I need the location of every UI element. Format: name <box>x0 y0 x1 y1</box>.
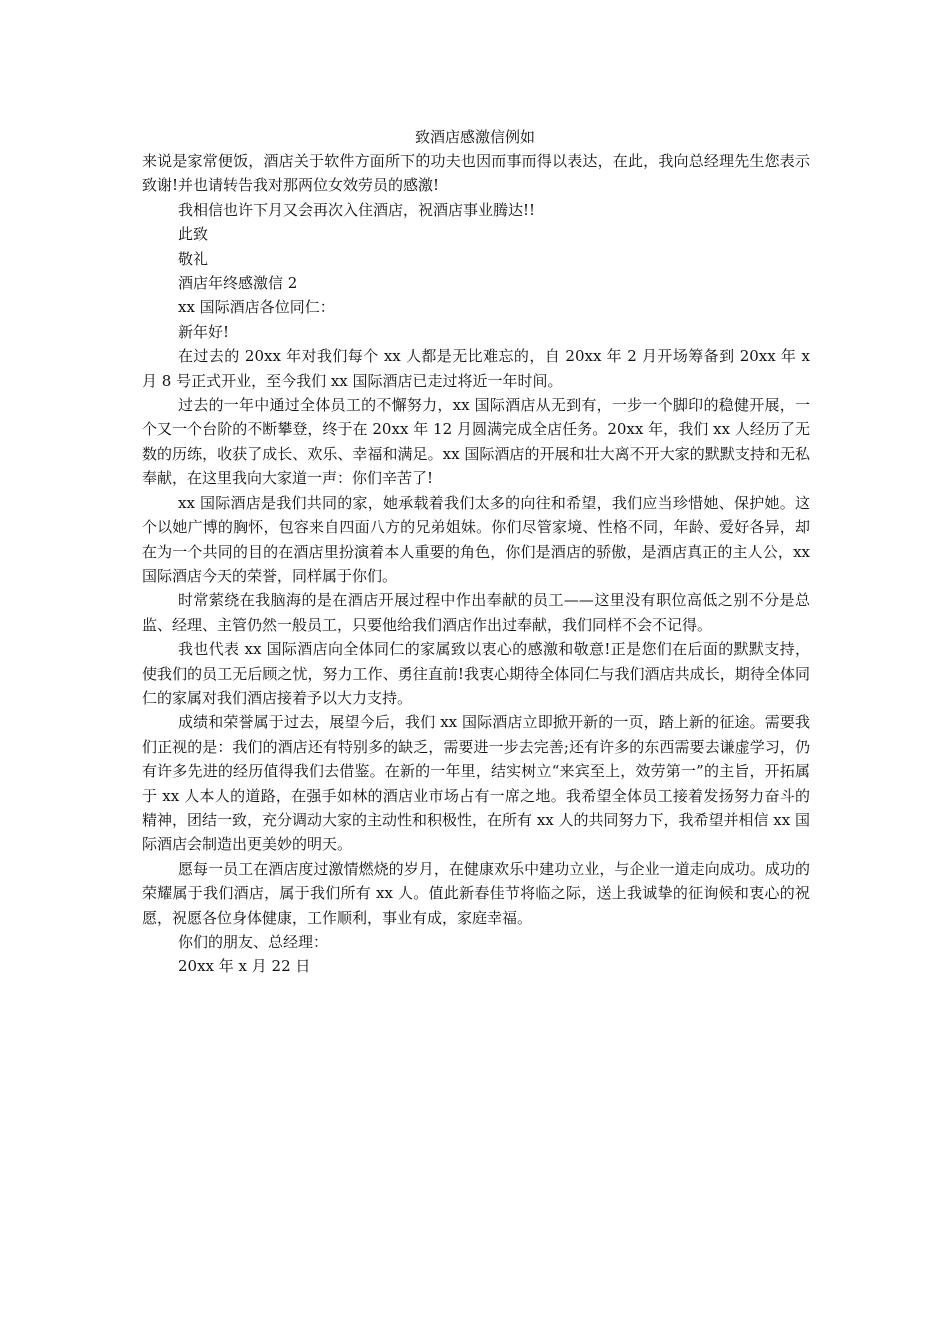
paragraph-past-year: 在过去的 20xx 年对我们每个 xx 人都是无比难忘的，自 20xx 年 2 月开场筹备到 20xx 年 x 月 8 号正式开业，至今我们 xx 国际酒店已走过将近一年时间。 <box>142 347 810 390</box>
paragraph-wish: 我相信也许下月又会再次入住酒店，祝酒店事业腾达!! <box>178 200 536 219</box>
paragraph-contributors: 时常萦绕在我脑海的是在酒店开展过程中作出奉献的员工——这里没有职位高低之别不分是总监、经理、主管仍然一般员工，只要他给我们酒店作出过奉献，我们同样不会不记得。 <box>142 591 810 634</box>
paragraph-continuation: 来说是家常便饭，酒店关于软件方面所下的功夫也因而事而得以表达，在此，我向总经理先生您表示致谢!并也请转告我对那两位女效劳员的感激! <box>142 152 810 195</box>
date: 20xx 年 x 月 22 日 <box>178 957 311 976</box>
paragraph-wishes: 愿每一员工在酒店度过激情燃烧的岁月，在健康欢乐中建功立业，与企业一道走向成功。成功的荣耀属于我们酒店，属于我们所有 xx 人。值此新春佳节将临之际，送上我诚挚的征询候和衷心的祝愿，祝愿各位身体健康，工作顺利，事业有成，家庭幸福。 <box>142 859 810 927</box>
document-title: 致酒店感激信例如 <box>414 128 535 146</box>
paragraph-common-home: xx 国际酒店是我们共同的家，她承载着我们太多的向往和希望，我们应当珍惜她、保护她。这个以她广博的胸怀，包容来自四面八方的兄弟姐妹。你们尽管家境、性格不同，年龄、爱好各异，却在为一个共同的目的在酒店里扮演着本人重要的角色，你们是酒店的骄傲，是酒店真正的主人公，xx 国际酒店今天的荣誉，同样属于你们。 <box>142 493 810 585</box>
signature: 你们的朋友、总经理： <box>178 933 329 951</box>
new-year-greeting: 新年好! <box>178 322 230 341</box>
letter-greeting: xx 国际酒店各位同仁： <box>178 298 335 317</box>
letter-heading: 酒店年终感激信 2 <box>178 274 298 293</box>
closing-regards: 敬礼 <box>178 249 209 268</box>
paragraph-efforts: 过去的一年中通过全体员工的不懈努力，xx 国际酒店从无到有，一步一个脚印的稳健开展，一个又一个台阶的不断攀登，终于在 20xx 年 12 月圆满完成全店任务。20xx 年，我们 xx 人经历了无数的历练，收获了成长、欢乐、幸福和满足。xx 国际酒店的开展和壮大离不开大家的默默支持和无私奉献，在这里我向大家道一声：你们辛苦了! <box>142 396 810 488</box>
document-body <box>142 149 810 979</box>
paragraph-families: 我也代表 xx 国际酒店向全体同仁的家属致以衷心的感激和敬意!正是您们在后面的默默支持，使我们的员工无后顾之忧，努力工作、勇往直前!我衷心期待全体同仁与我们酒店共成长，期待全体同仁的家属对我们酒店接着予以大力支持。 <box>142 640 810 707</box>
closing-salutation: 此致 <box>178 225 209 244</box>
paragraph-future: 成绩和荣誉属于过去，展望今后，我们 xx 国际酒店立即掀开新的一页，踏上新的征途。需要我们正视的是：我们的酒店还有特别多的缺乏，需要进一步去完善;还有许多的东西需要去谦虚学习，仍有许多先进的经历值得我们去借鉴。在新的一年里，结实树立“来宾至上，效劳第一”的主旨，开拓属于 xx 人本人的道路，在强手如林的酒店业市场占有一席之地。我希望全体员工接着发扬努力奋斗的精神，团结一致，充分调动大家的主动性和积极性，在所有 xx 人的共同努力下，我希望并相信 xx 国际酒店会制造出更美妙的明天。 <box>142 713 810 854</box>
